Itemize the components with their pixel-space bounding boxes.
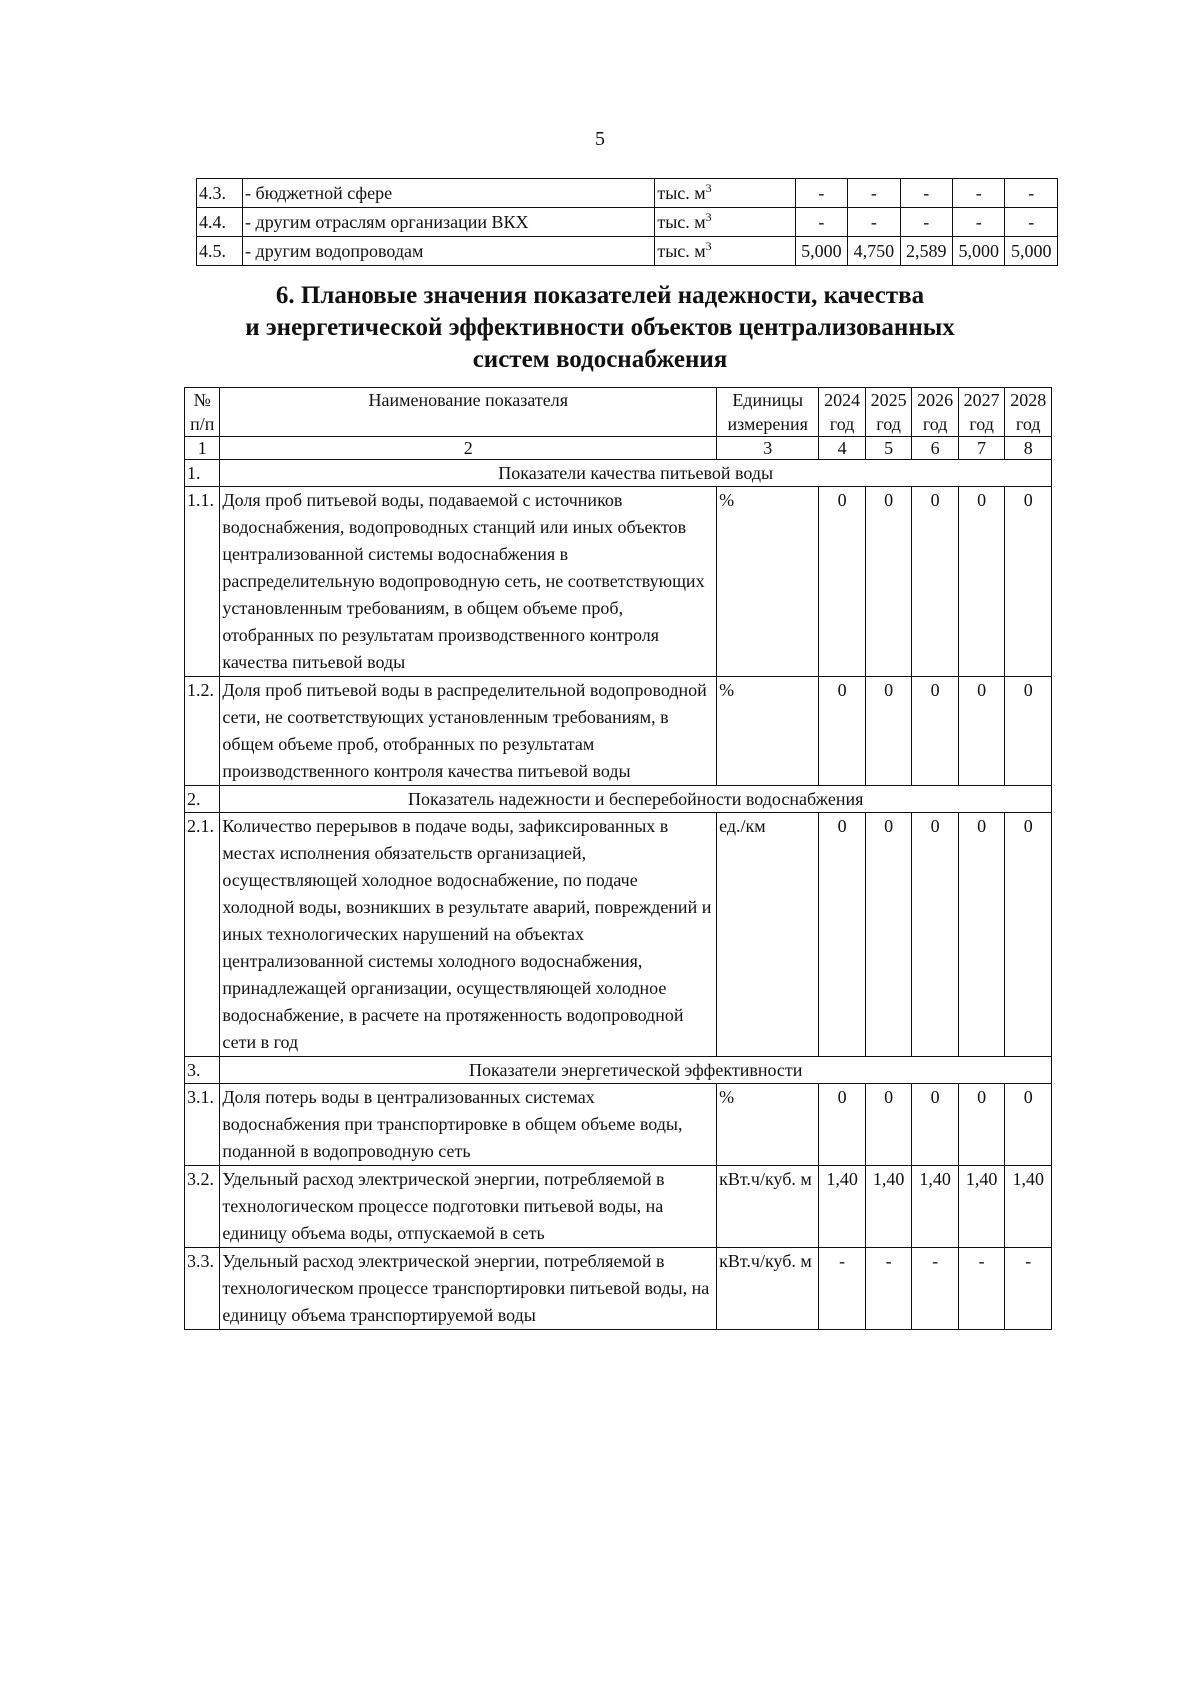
column-index: 7 — [958, 437, 1005, 460]
continuation-table — [196, 178, 1058, 266]
value-cell: - — [1005, 1248, 1052, 1330]
indicator-unit: ед./км — [717, 813, 819, 1057]
header-row — [185, 388, 1052, 437]
unit-text: тыс. м — [657, 183, 706, 203]
value-cell: 0 — [1005, 813, 1052, 1057]
table-row — [185, 813, 1052, 1057]
indicator-name: Количество перерывов в подаче воды, зафиксированных в местах исполнения обязательств организацией, осуществляющей холодное водоснабжение, по подаче холодной воды, возникших в результате аварий, повреждений и иных технологических нарушений на объектах централизованной системы холодного водоснабжения, принадлежащей организации, осуществляющей холодное водоснабжение, в расчете на протяженность водопроводной сети в год — [220, 813, 717, 1057]
header-year: 2026 год — [912, 388, 959, 437]
table-row — [185, 677, 1052, 786]
row-name: - другим отраслям организации ВКХ — [243, 208, 655, 237]
value-cell: 1,40 — [865, 1166, 912, 1248]
value-cell: 2,589 — [900, 237, 952, 266]
column-index: 2 — [220, 437, 717, 460]
value-cell: 0 — [865, 677, 912, 786]
value-cell: - — [900, 208, 952, 237]
indicator-name: Доля потерь воды в централизованных системах водоснабжения при транспортировке в общем объеме воды, поданной в водопроводную сеть — [220, 1084, 717, 1166]
header-number: № п/п — [185, 388, 220, 437]
value-cell: 0 — [958, 677, 1005, 786]
column-index: 3 — [717, 437, 819, 460]
indicator-name: Доля проб питьевой воды, подаваемой с источников водоснабжения, водопроводных станций или иных объектов централизованной системы водоснабжения в распределительную водопроводную сеть, не соответствующих установленным требованиям, в общем объеме проб, отобранных по результатам производственного контроля качества питьевой воды — [220, 487, 717, 677]
unit-superscript: 3 — [705, 239, 712, 253]
indicator-number: 3.3. — [185, 1248, 220, 1330]
indicators-table — [184, 387, 1052, 1330]
row-number: 4.3. — [197, 179, 243, 208]
value-cell: - — [1005, 208, 1058, 237]
value-cell: 0 — [1005, 487, 1052, 677]
value-cell: 0 — [1005, 677, 1052, 786]
column-index-row — [185, 437, 1052, 460]
value-cell: - — [848, 179, 900, 208]
table-row — [185, 1166, 1052, 1248]
group-title: Показатели энергетической эффективности — [220, 1057, 1052, 1084]
section-title — [0, 280, 1200, 376]
column-index: 4 — [819, 437, 866, 460]
column-index: 5 — [865, 437, 912, 460]
value-cell: - — [1005, 179, 1058, 208]
value-cell: 0 — [958, 1084, 1005, 1166]
indicator-number: 3.2. — [185, 1166, 220, 1248]
value-cell: 0 — [819, 677, 866, 786]
section-title-line: 6. Плановые значения показателей надежности, качества — [275, 282, 925, 309]
header-name: Наименование показателя — [220, 388, 717, 437]
indicator-number: 1.1. — [185, 487, 220, 677]
indicator-unit: % — [717, 487, 819, 677]
indicator-name: Доля проб питьевой воды в распределительной водопроводной сети, не соответствующих установленным требованиям, в общем объеме проб, отобранных по результатам производственного контроля качества питьевой воды — [220, 677, 717, 786]
value-cell: 0 — [958, 813, 1005, 1057]
value-cell: 0 — [819, 487, 866, 677]
value-cell: - — [795, 179, 847, 208]
value-cell: 0 — [912, 677, 959, 786]
indicator-name: Удельный расход электрической энергии, потребляемой в технологическом процессе транспортировки питьевой воды, на единицу объема транспортируемой воды — [220, 1248, 717, 1330]
page-number: 5 — [595, 128, 605, 150]
row-unit — [655, 179, 795, 208]
table-row — [197, 237, 1058, 266]
value-cell: 0 — [958, 487, 1005, 677]
value-cell: 1,40 — [912, 1166, 959, 1248]
value-cell: - — [912, 1248, 959, 1330]
unit-text: тыс. м — [657, 241, 706, 261]
table-row — [197, 179, 1058, 208]
indicator-number: 1.2. — [185, 677, 220, 786]
indicator-name: Удельный расход электрической энергии, потребляемой в технологическом процессе подготовки питьевой воды, на единицу объема воды, отпускаемой в сеть — [220, 1166, 717, 1248]
value-cell: 4,750 — [848, 237, 900, 266]
unit-superscript: 3 — [705, 181, 712, 195]
value-cell: 5,000 — [1005, 237, 1058, 266]
value-cell: - — [900, 179, 952, 208]
row-name: - бюджетной сфере — [243, 179, 655, 208]
value-cell: 0 — [912, 487, 959, 677]
value-cell: 0 — [865, 1084, 912, 1166]
group-title: Показатель надежности и бесперебойности водоснабжения — [220, 786, 1052, 813]
column-index: 6 — [912, 437, 959, 460]
table-row — [185, 1084, 1052, 1166]
indicator-number: 2.1. — [185, 813, 220, 1057]
value-cell: 0 — [819, 813, 866, 1057]
group-row — [185, 460, 1052, 487]
value-cell: 5,000 — [795, 237, 847, 266]
header-year: 2024 год — [819, 388, 866, 437]
value-cell: - — [848, 208, 900, 237]
value-cell: 1,40 — [1005, 1166, 1052, 1248]
indicator-unit: % — [717, 677, 819, 786]
table-row — [197, 208, 1058, 237]
indicator-unit: % — [717, 1084, 819, 1166]
header-year: 2025 год — [865, 388, 912, 437]
value-cell: 0 — [1005, 1084, 1052, 1166]
value-cell: 0 — [912, 813, 959, 1057]
header-year: 2028 год — [1005, 388, 1052, 437]
group-title: Показатели качества питьевой воды — [220, 460, 1052, 487]
row-name: - другим водопроводам — [243, 237, 655, 266]
value-cell: 1,40 — [819, 1166, 866, 1248]
value-cell: - — [953, 208, 1005, 237]
header-year: 2027 год — [958, 388, 1005, 437]
value-cell: 5,000 — [953, 237, 1005, 266]
value-cell: - — [795, 208, 847, 237]
unit-text: тыс. м — [657, 212, 706, 232]
column-index: 8 — [1005, 437, 1052, 460]
indicator-number: 3.1. — [185, 1084, 220, 1166]
indicator-unit: кВт.ч/куб. м — [717, 1248, 819, 1330]
column-index: 1 — [185, 437, 220, 460]
value-cell: 0 — [865, 487, 912, 677]
value-cell: - — [958, 1248, 1005, 1330]
value-cell: - — [819, 1248, 866, 1330]
group-row — [185, 1057, 1052, 1084]
value-cell: 0 — [865, 813, 912, 1057]
group-row — [185, 786, 1052, 813]
row-unit — [655, 208, 795, 237]
value-cell: 0 — [912, 1084, 959, 1166]
value-cell: - — [865, 1248, 912, 1330]
indicator-unit: кВт.ч/куб. м — [717, 1166, 819, 1248]
row-number: 4.4. — [197, 208, 243, 237]
table-row — [185, 1248, 1052, 1330]
header-unit: Единицы измерения — [717, 388, 819, 437]
group-number: 2. — [185, 786, 220, 813]
value-cell: 0 — [819, 1084, 866, 1166]
section-title-line: систем водоснабжения — [472, 346, 728, 373]
unit-superscript: 3 — [705, 210, 712, 224]
group-number: 1. — [185, 460, 220, 487]
row-number: 4.5. — [197, 237, 243, 266]
value-cell: 1,40 — [958, 1166, 1005, 1248]
group-number: 3. — [185, 1057, 220, 1084]
section-title-line: и энергетической эффективности объектов централизованных — [245, 314, 955, 341]
table-row — [185, 487, 1052, 677]
value-cell: - — [953, 179, 1005, 208]
row-unit — [655, 237, 795, 266]
